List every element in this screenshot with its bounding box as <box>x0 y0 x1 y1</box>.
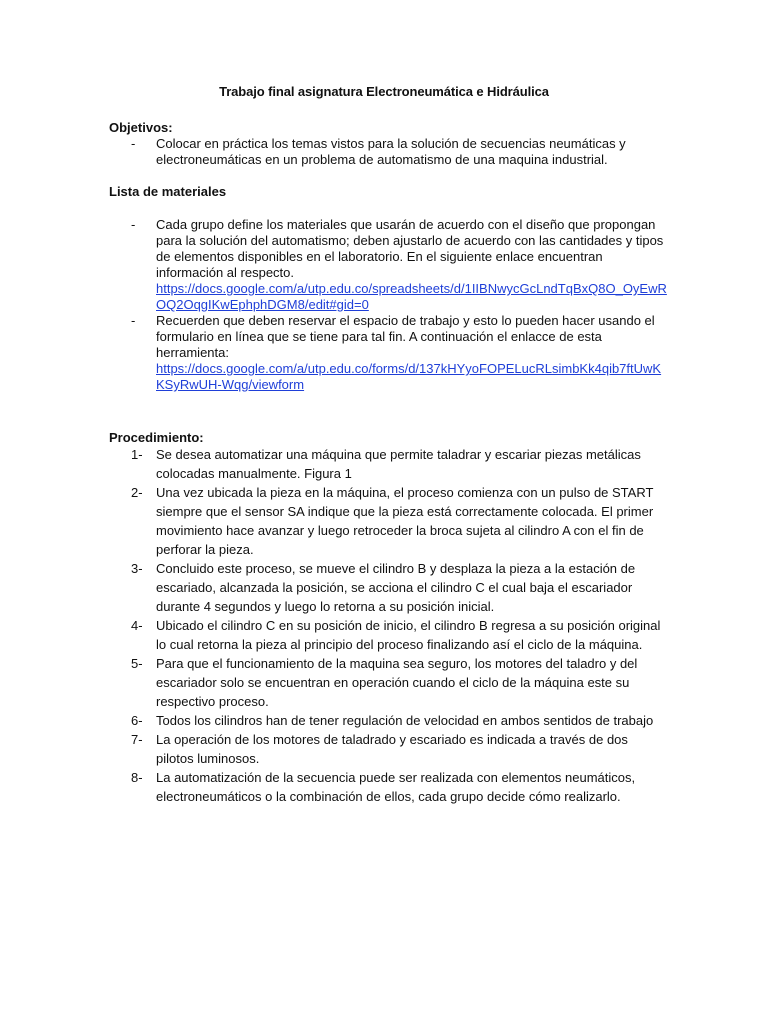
materials-heading <box>109 184 226 199</box>
list-marker: - <box>131 217 136 232</box>
list-item-text: Colocar en práctica los temas vistos para la solución de secuencias neumáticas y electroneumáticas en un problema de automatismo de una maquina industrial. <box>156 136 626 167</box>
list-item <box>109 136 669 168</box>
list-item-text: La automatización de la secuencia puede ser realizada con elementos neumáticos, electroneumáticos o la combinación de ellos, cada grupo decide cómo realizarlo. <box>156 770 636 804</box>
list-item <box>109 483 669 559</box>
procedure-list <box>109 445 669 806</box>
list-item-text: Todos los cilindros han de tener regulación de velocidad en ambos sentidos de trabajo <box>156 713 654 728</box>
procedure-heading: Procedimiento: <box>109 430 204 445</box>
materials-list <box>109 217 669 393</box>
list-marker: 1- <box>131 447 143 462</box>
list-marker: - <box>131 136 136 151</box>
document-title: Trabajo final asignatura Electroneumática e Hidráulica <box>219 84 549 99</box>
list-item <box>109 559 669 616</box>
spreadsheet-link[interactable]: https://docs.google.com/a/utp.edu.co/spreadsheets/d/1IIBNwycGcLndTqBxQ8O_OyEwROQ2OqgIKwEphphDGM8/edit#gid=0 <box>156 281 667 312</box>
list-marker: 6- <box>131 713 143 728</box>
list-item-text: Recuerden que deben reservar el espacio de trabajo y esto lo pueden hacer usando el formulario en línea que se tiene para tal fin. A continuación el enlacce de esta herramienta: <box>156 313 655 360</box>
list-marker: 3- <box>131 561 143 576</box>
list-item-text: Una vez ubicada la pieza en la máquina, el proceso comienza con un pulso de START siempre que el sensor SA indique que la pieza está correctamente colocada. El primer movimiento hace avanzar y luego retroceder la broca sujeta al cilindro A con el fin de perforar la pieza. <box>156 485 654 557</box>
list-marker: 8- <box>131 770 143 785</box>
objectives-list <box>109 136 669 168</box>
list-item <box>109 313 669 393</box>
list-item <box>109 616 669 654</box>
list-item-text: La operación de los motores de taladrado y escariado es indicada a través de dos pilotos luminosos. <box>156 732 628 766</box>
list-item <box>109 654 669 711</box>
materials-heading-text: Lista de materiales <box>109 184 227 199</box>
list-item-text: Para que el funcionamiento de la maquina sea seguro, los motores del taladro y del escariador solo se encuentran en operación cuando el ciclo de la máquina este su respectivo proceso. <box>156 656 638 709</box>
list-item <box>109 730 669 768</box>
list-marker: 7- <box>131 732 143 747</box>
list-item-text: Ubicado el cilindro C en su posición de inicio, el cilindro B regresa a su posición original lo cual retorna la pieza al principio del proceso finalizando así el ciclo de la máquina. <box>156 618 661 652</box>
list-marker: 5- <box>131 656 143 671</box>
form-link[interactable]: https://docs.google.com/a/utp.edu.co/forms/d/137kHYyoFOPELucRLsimbKk4qib7ftUwKKSyRwUH-Wqg/viewform <box>156 361 662 392</box>
list-item-text: Concluido este proceso, se mueve el cilindro B y desplaza la pieza a la estación de escariado, alcanzada la posición, se acciona el cilindro C el cual baja el escariador durante 4 segundos y luego lo retorna a su posición inicial. <box>156 561 636 614</box>
list-item <box>109 711 669 730</box>
list-item <box>109 768 669 806</box>
list-item-text: Se desea automatizar una máquina que permite taladrar y escariar piezas metálicas colocadas manualmente. Figura 1 <box>156 447 641 481</box>
list-marker: 2- <box>131 485 143 500</box>
list-marker: 4- <box>131 618 143 633</box>
list-item-text: Cada grupo define los materiales que usarán de acuerdo con el diseño que propongan para la solución del automatismo; deben ajustarlo de acuerdo con las cantidades y tipos de elementos disponibles en el laboratorio. En el siguiente enlace encuentran información al respecto. <box>156 217 664 280</box>
list-item <box>109 217 669 313</box>
list-item <box>109 445 669 483</box>
objectives-heading: Objetivos: <box>109 120 173 135</box>
list-marker: - <box>131 313 136 328</box>
